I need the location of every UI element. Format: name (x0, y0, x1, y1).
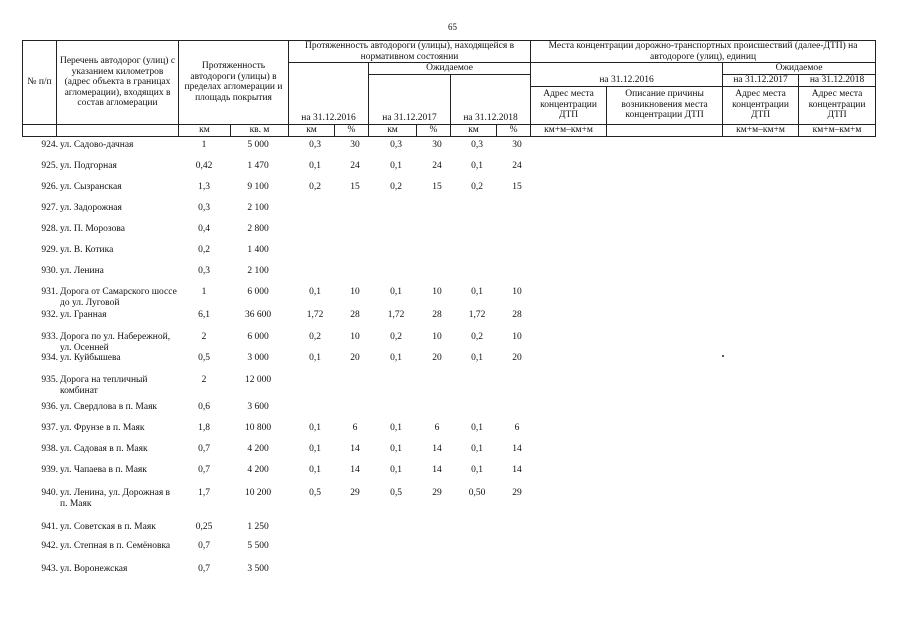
area-sqm: 10 200 (244, 488, 272, 498)
row-number: 924. (41, 140, 58, 150)
road-name: Дорога по ул. Набережной, ул. Осенней (60, 332, 171, 353)
road-name: ул. В. Котика (60, 245, 114, 255)
normative-km-2018: 0,1 (471, 465, 483, 475)
length-km: 0,7 (198, 444, 210, 454)
road-name: ул. Сызранская (60, 182, 122, 192)
normative-km-2016: 0,1 (309, 287, 321, 297)
road-name: ул. Садово-дачная (60, 140, 134, 150)
scan-speck (722, 355, 724, 357)
table-row (22, 245, 875, 267)
row-number: 936. (41, 402, 58, 412)
road-name: Дорога на тепличный комбинат (60, 375, 148, 396)
unit-pct-2016: % (335, 124, 369, 136)
header-col-length: Протяженность автодороги (улицы) в пределах агломерации и площадь покрытия (179, 41, 289, 125)
area-sqm: 4 200 (247, 465, 269, 475)
normative-km-2017: 0,1 (390, 423, 402, 433)
area-sqm: 5 000 (247, 140, 269, 150)
unit-km: км (179, 124, 231, 136)
area-sqm: 1 250 (247, 522, 269, 532)
table-row (22, 444, 875, 466)
normative-km-2016: 0,3 (309, 140, 321, 150)
row-number: 930. (41, 266, 58, 276)
road-name: ул. Степная в п. Семёновка (60, 541, 171, 551)
normative-km-2018: 0,50 (468, 488, 486, 498)
header-dtp-date-2016: на 31.12.2016 (531, 63, 723, 87)
normative-pct-2016: 30 (350, 140, 360, 150)
normative-pct-2016: 14 (350, 465, 360, 475)
normative-km-2018: 0,3 (471, 140, 483, 150)
normative-pct-2017: 29 (432, 488, 442, 498)
table-row (22, 564, 875, 586)
header-col-number: № п/п (23, 41, 57, 125)
table-row (22, 266, 875, 288)
normative-pct-2016: 15 (350, 182, 360, 192)
header-col-name: Перечень автодорог (улиц) с указанием километров (адрес объекта в границах агломерации), входящих в состав агломерации (57, 41, 179, 125)
table-row (22, 182, 875, 204)
road-name: ул. П. Морозова (60, 224, 125, 234)
length-km: 0,5 (198, 353, 210, 363)
area-sqm: 36 600 (244, 310, 272, 320)
table-row (22, 224, 875, 246)
normative-km-2017: 0,5 (390, 488, 402, 498)
area-sqm: 10 800 (244, 423, 272, 433)
normative-km-2016: 1,72 (306, 310, 324, 320)
area-sqm: 2 800 (247, 224, 269, 234)
area-sqm: 1 470 (247, 161, 269, 171)
length-km: 2 (201, 332, 207, 342)
normative-pct-2016: 10 (350, 332, 360, 342)
normative-km-2017: 1,72 (387, 310, 405, 320)
road-name: ул. Гранная (60, 310, 107, 320)
road-name: ул. Советская в п. Маяк (60, 522, 156, 532)
row-number: 925. (41, 161, 58, 171)
length-km: 1 (201, 140, 207, 150)
road-name: ул. Воронежская (60, 564, 128, 574)
normative-km-2018: 0,1 (471, 287, 483, 297)
row-number: 943. (41, 564, 58, 574)
area-sqm: 2 100 (247, 203, 269, 213)
normative-pct-2016: 14 (350, 444, 360, 454)
normative-pct-2017: 15 (432, 182, 442, 192)
length-km: 1 (201, 287, 207, 297)
table-row (22, 287, 875, 309)
length-km: 0,7 (198, 564, 210, 574)
normative-km-2016: 0,1 (309, 465, 321, 475)
length-km: 1,3 (198, 182, 210, 192)
header-date-2018: на 31.12.2018 (451, 75, 531, 125)
normative-km-2016: 0,2 (309, 332, 321, 342)
road-name: ул. Ленина, ул. Дорожная в п. Маяк (60, 488, 171, 509)
table-row (22, 332, 875, 354)
normative-km-2017: 0,1 (390, 444, 402, 454)
road-name: ул. Чапаева в п. Маяк (60, 465, 147, 475)
normative-km-2016: 0,1 (309, 423, 321, 433)
area-sqm: 3 500 (247, 564, 269, 574)
header-date-2016: на 31.12.2016 (289, 63, 369, 125)
normative-km-2017: 0,2 (390, 182, 402, 192)
area-sqm: 1 400 (247, 245, 269, 255)
normative-pct-2018: 29 (512, 488, 522, 498)
table-row (22, 488, 875, 510)
normative-pct-2018: 10 (512, 332, 522, 342)
length-km: 6,1 (198, 310, 210, 320)
road-name: ул. Подгорная (60, 161, 117, 171)
table-row (22, 541, 875, 563)
row-number: 940. (41, 488, 58, 498)
unit-pct-2017: % (417, 124, 451, 136)
normative-pct-2018: 14 (512, 444, 522, 454)
road-name: ул. Садовая в п. Маяк (60, 444, 148, 454)
unit-kmm-2018: км+м–км+м (799, 124, 876, 136)
unit-km-2017: км (369, 124, 417, 136)
length-km: 0,3 (198, 203, 210, 213)
normative-pct-2017: 10 (432, 287, 442, 297)
area-sqm: 6 000 (247, 332, 269, 342)
normative-pct-2017: 30 (432, 140, 442, 150)
normative-km-2017: 0,2 (390, 332, 402, 342)
normative-km-2017: 0,3 (390, 140, 402, 150)
table-row (22, 375, 875, 397)
area-sqm: 6 000 (247, 287, 269, 297)
row-number: 931. (41, 287, 58, 297)
normative-km-2017: 0,1 (390, 287, 402, 297)
row-number: 933. (41, 332, 58, 342)
header-dtp-address-2016: Адрес места концентрации ДТП (531, 86, 607, 124)
unit-kmm-2016: км+м–км+м (531, 124, 607, 136)
road-name: ул. Задорожная (60, 203, 122, 213)
normative-pct-2016: 20 (350, 353, 360, 363)
normative-pct-2018: 10 (512, 287, 522, 297)
table-row (22, 353, 875, 375)
normative-km-2018: 0,2 (471, 332, 483, 342)
length-km: 2 (201, 375, 207, 385)
length-km: 0,6 (198, 402, 210, 412)
header-dtp-date-2017: на 31.12.2017 (723, 75, 799, 87)
table-row (22, 203, 875, 225)
normative-km-2016: 0,1 (309, 161, 321, 171)
unit-km-2016: км (289, 124, 335, 136)
header-expected: Ожидаемое (369, 63, 531, 75)
row-number: 929. (41, 245, 58, 255)
normative-pct-2018: 30 (512, 140, 522, 150)
normative-km-2016: 0,5 (309, 488, 321, 498)
road-name: ул. Фрунзе в п. Маяк (60, 423, 145, 433)
length-km: 0,2 (198, 245, 210, 255)
row-number: 928. (41, 224, 58, 234)
length-km: 0,3 (198, 266, 210, 276)
header-dtp-address-2017: Адрес места концентрации ДТП (723, 86, 799, 124)
row-number: 926. (41, 182, 58, 192)
length-km: 0,25 (195, 522, 213, 532)
normative-pct-2016: 6 (352, 423, 358, 433)
normative-pct-2018: 20 (512, 353, 522, 363)
normative-pct-2017: 20 (432, 353, 442, 363)
area-sqm: 3 600 (247, 402, 269, 412)
page-number: 65 (448, 22, 457, 32)
row-number: 941. (41, 522, 58, 532)
length-km: 1,7 (198, 488, 210, 498)
table-row (22, 161, 875, 183)
area-sqm: 3 000 (247, 353, 269, 363)
area-sqm: 4 200 (247, 444, 269, 454)
normative-pct-2016: 29 (350, 488, 360, 498)
table-row (22, 423, 875, 445)
header-col-dtp: Места концентрации дорожно-транспортных происшествий (далее-ДТП) на автодороге (улиц), единиц (531, 41, 876, 63)
normative-km-2018: 0,1 (471, 423, 483, 433)
length-km: 0,42 (195, 161, 213, 171)
normative-km-2016: 0,2 (309, 182, 321, 192)
header-col-normative: Протяженность автодороги (улицы), находящейся в нормативном состоянии (289, 41, 531, 63)
normative-pct-2016: 24 (350, 161, 360, 171)
area-sqm: 5 500 (247, 541, 269, 551)
normative-pct-2017: 14 (432, 465, 442, 475)
normative-km-2018: 1,72 (468, 310, 486, 320)
row-number: 942. (41, 541, 58, 551)
normative-pct-2018: 6 (514, 423, 520, 433)
normative-pct-2017: 10 (432, 332, 442, 342)
normative-km-2016: 0,1 (309, 444, 321, 454)
road-name: ул. Свердлова в п. Маяк (60, 402, 158, 412)
length-km: 0,7 (198, 465, 210, 475)
unit-km-2018: км (451, 124, 497, 136)
road-name: Дорога от Самарского шоссе до ул. Луговой (60, 287, 177, 308)
road-name: ул. Ленина (60, 266, 104, 276)
road-name: ул. Куйбышева (60, 353, 121, 363)
header-dtp-date-2018: на 31.12.2018 (799, 75, 876, 87)
table-row (22, 140, 875, 162)
header-dtp-reason: Описание причины возникновения места концентрации ДТП (607, 86, 723, 124)
row-number: 935. (41, 375, 58, 385)
normative-pct-2018: 28 (512, 310, 522, 320)
table-row (22, 402, 875, 424)
normative-pct-2016: 10 (350, 287, 360, 297)
normative-pct-2017: 14 (432, 444, 442, 454)
table-row (22, 465, 875, 487)
header-dtp-address-2018: Адрес места концентрации ДТП (799, 86, 876, 124)
unit-kmm-2017: км+м–км+м (723, 124, 799, 136)
length-km: 0,7 (198, 541, 210, 551)
normative-km-2017: 0,1 (390, 465, 402, 475)
table-row (22, 310, 875, 332)
normative-km-2017: 0,1 (390, 353, 402, 363)
normative-km-2018: 0,1 (471, 444, 483, 454)
table-header (22, 40, 876, 137)
unit-pct-2018: % (497, 124, 531, 136)
normative-km-2018: 0,1 (471, 353, 483, 363)
row-number: 932. (41, 310, 58, 320)
row-number: 938. (41, 444, 58, 454)
normative-pct-2018: 15 (512, 182, 522, 192)
normative-km-2018: 0,1 (471, 161, 483, 171)
area-sqm: 9 100 (247, 182, 269, 192)
normative-km-2016: 0,1 (309, 353, 321, 363)
row-number: 937. (41, 423, 58, 433)
length-km: 1,8 (198, 423, 210, 433)
area-sqm: 12 000 (244, 375, 272, 385)
normative-pct-2017: 6 (434, 423, 440, 433)
header-dtp-expected: Ожидаемое (723, 63, 876, 75)
normative-pct-2017: 24 (432, 161, 442, 171)
area-sqm: 2 100 (247, 266, 269, 276)
normative-pct-2018: 24 (512, 161, 522, 171)
row-number: 927. (41, 203, 58, 213)
header-date-2017: на 31.12.2017 (369, 75, 451, 125)
normative-pct-2018: 14 (512, 465, 522, 475)
normative-km-2017: 0,1 (390, 161, 402, 171)
row-number: 934. (41, 353, 58, 363)
normative-km-2018: 0,2 (471, 182, 483, 192)
normative-pct-2016: 28 (350, 310, 360, 320)
length-km: 0,4 (198, 224, 210, 234)
normative-pct-2017: 28 (432, 310, 442, 320)
unit-sqm: кв. м (231, 124, 289, 136)
row-number: 939. (41, 465, 58, 475)
